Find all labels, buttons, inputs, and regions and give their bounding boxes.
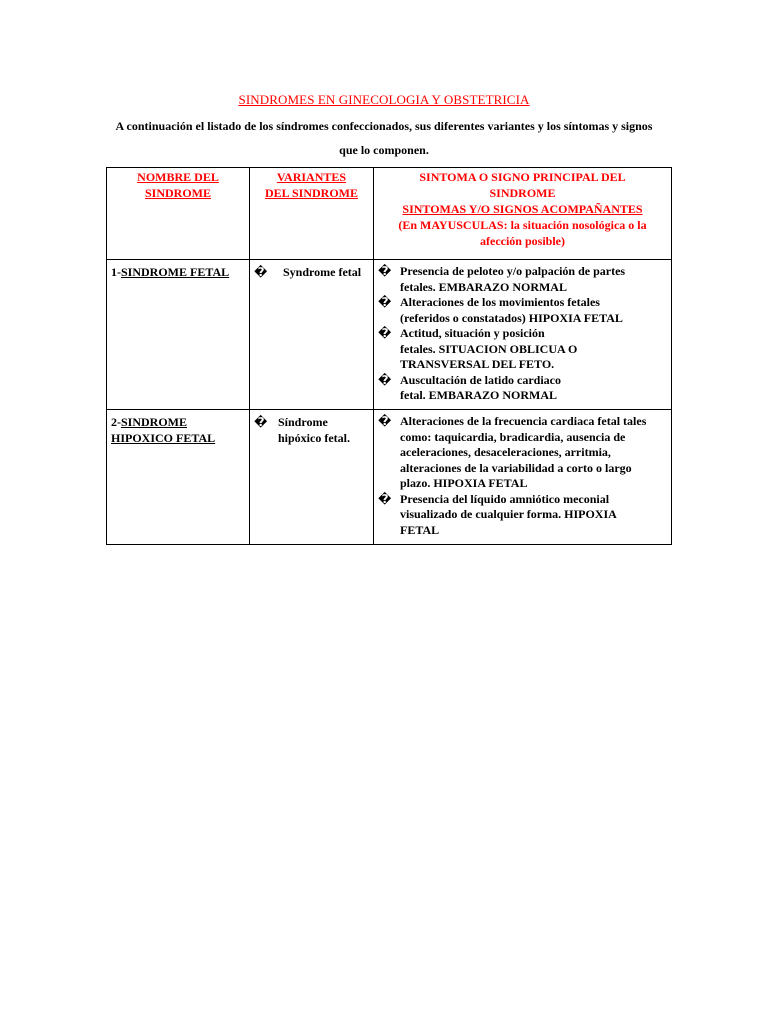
- table-row: [107, 410, 672, 545]
- symptom-text: Alteraciones de la frecuencia cardiaca fetal tales como: taquicardia, bradicardia, ausencia de aceleraciones, desaceleraciones, arritmia, alteraciones de la variabilidad a corto o largo plazo. HIPOXIA FETAL: [400, 414, 647, 490]
- symptoms-cell: [374, 260, 672, 410]
- header-cell-variants: [250, 168, 374, 260]
- symptom-item: [378, 373, 667, 404]
- symptoms-cell: [374, 410, 672, 545]
- syndromes-table: [106, 167, 672, 545]
- syndrome-name: SINDROME FETAL: [121, 265, 230, 279]
- symptom-list: [378, 264, 667, 404]
- syndrome-name: SINDROME HIPOXICO FETAL: [111, 415, 216, 445]
- bullet-icon: �: [378, 491, 392, 506]
- variant-cell: [250, 410, 374, 545]
- symptom-item: [378, 326, 667, 373]
- bullet-icon: �: [254, 265, 268, 279]
- syndrome-name-cell: [107, 260, 250, 410]
- symptom-text: Alteraciones de los movimientos fetales (referidos o constatados) HIPOXIA FETAL: [400, 295, 623, 325]
- variant-text: Syndrome fetal: [283, 265, 362, 279]
- symptom-item: [378, 414, 667, 492]
- bullet-icon: �: [378, 295, 392, 309]
- header-cell-symptoms: [374, 168, 672, 260]
- symptom-item: [378, 492, 667, 539]
- symptom-list: [378, 414, 667, 538]
- bullet-icon: �: [378, 264, 392, 278]
- syndrome-number: 2-: [111, 415, 121, 429]
- syndrome-name-cell: [107, 410, 250, 545]
- header-name-label: NOMBRE DEL SINDROME: [137, 170, 219, 200]
- header-cell-name: [107, 168, 250, 260]
- variant-text: Síndrome hipóxico fetal.: [278, 415, 350, 445]
- bullet-icon: �: [378, 414, 392, 428]
- symptom-item: [378, 264, 667, 295]
- document-title: SINDROMES EN GINECOLOGIA Y OBSTETRICIA: [238, 92, 530, 107]
- variant-item: [254, 414, 369, 445]
- bullet-icon: �: [378, 372, 392, 387]
- symptom-text: Presencia del líquido amniótico meconial visualizado de cualquier forma. HIPOXIA FETAL: [400, 491, 617, 537]
- syndrome-number: 1-: [111, 265, 121, 279]
- table-row: [107, 260, 672, 410]
- header-variants-label: VARIANTES DEL SINDROME: [264, 170, 359, 200]
- bullet-icon: �: [254, 415, 268, 429]
- bullet-icon: �: [378, 326, 392, 340]
- variant-cell: [250, 260, 374, 410]
- intro-paragraph: A continuación el listado de los síndromes confeccionados, sus diferentes variantes y los síntomas y signos que lo componen.: [115, 119, 653, 157]
- header-note: (En MAYUSCULAS: la situación nosológica o la afección posible): [398, 218, 647, 248]
- variant-item: [254, 264, 369, 280]
- table-header-row: [107, 168, 672, 260]
- header-symptoms-label: SINTOMA O SIGNO PRINCIPAL DEL SINDROME: [419, 170, 626, 200]
- header-accompanying-label: SINTOMAS Y/O SIGNOS ACOMPAÑANTES: [402, 202, 643, 216]
- symptom-text: Auscultación de latido cardiaco fetal. EMBARAZO NORMAL: [400, 372, 561, 402]
- symptom-text: Actitud, situación y posición fetales. SITUACION OBLICUA O TRANSVERSAL DEL FETO.: [400, 326, 578, 371]
- symptom-text: Presencia de peloteo y/o palpación de partes fetales. EMBARAZO NORMAL: [400, 264, 626, 294]
- symptom-item: [378, 295, 667, 326]
